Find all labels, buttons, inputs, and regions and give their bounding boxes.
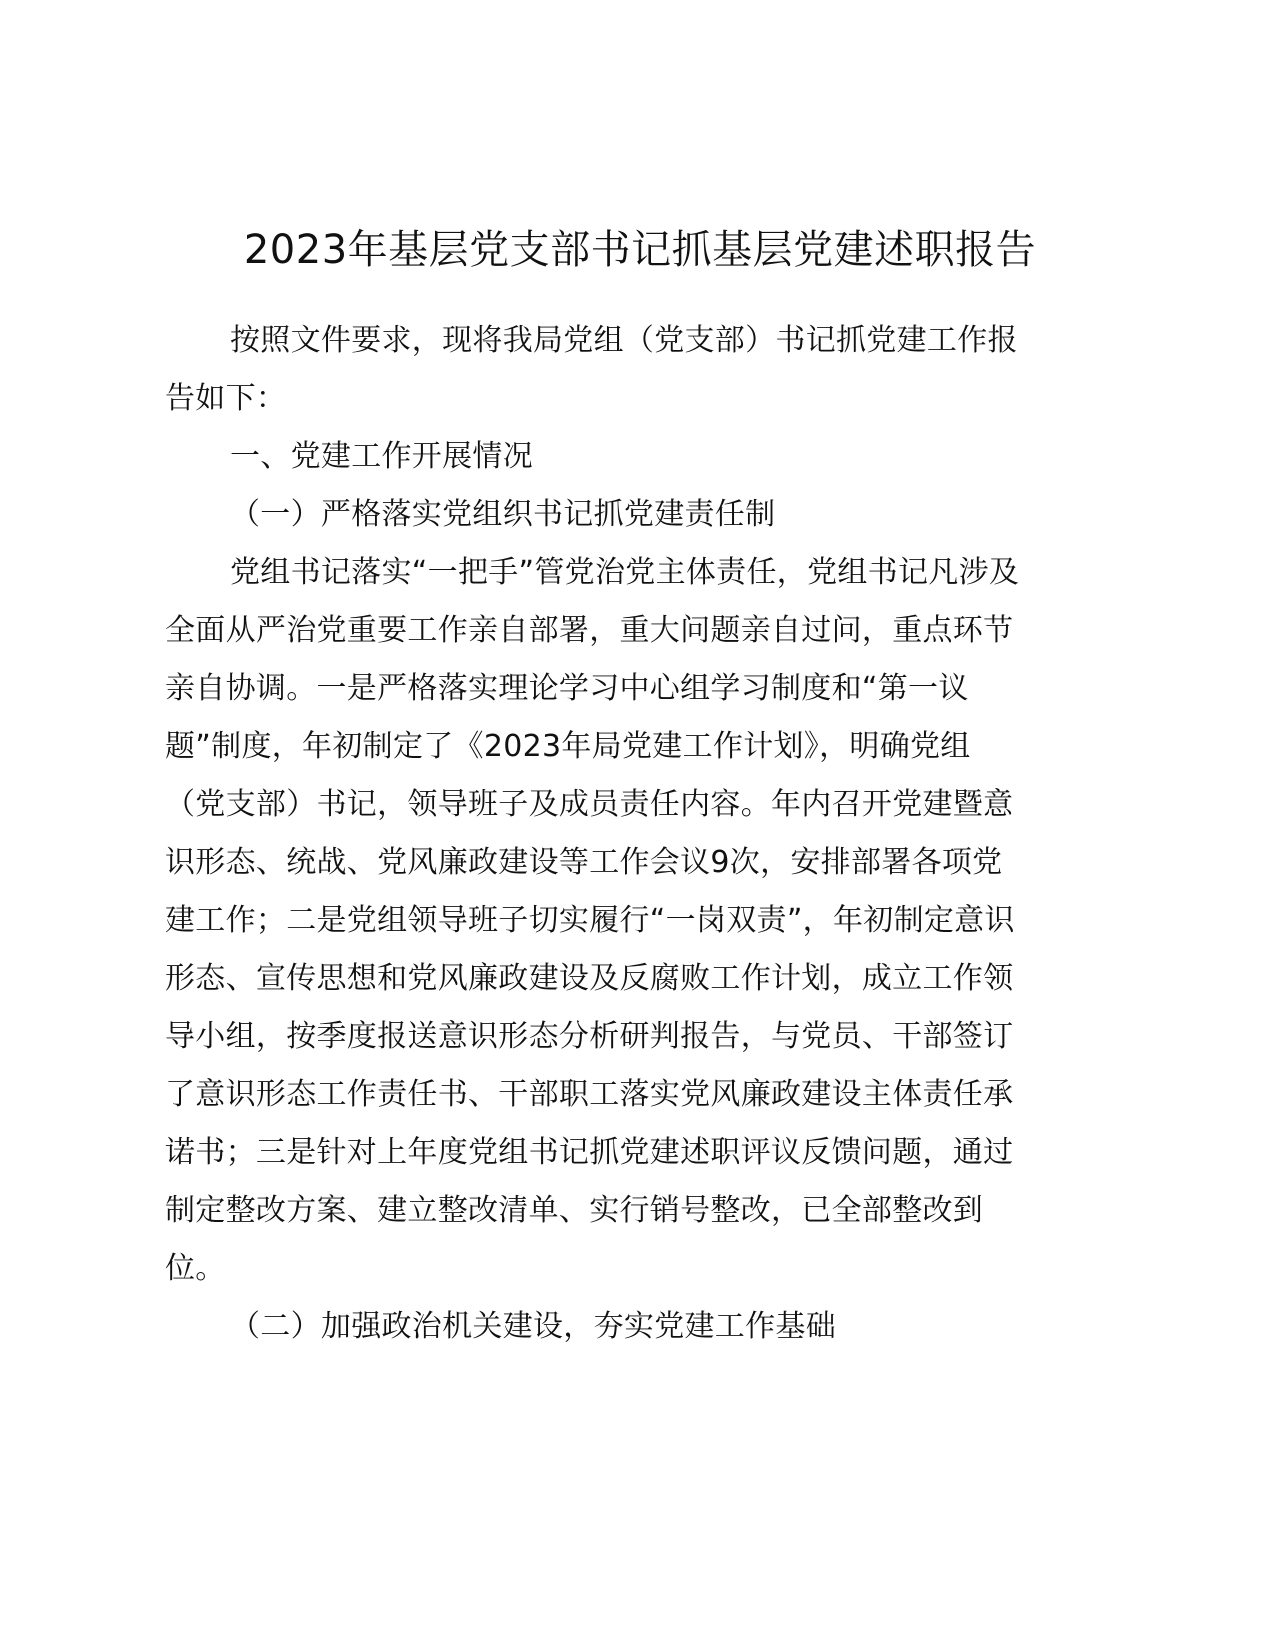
document-body: [165, 312, 1095, 1356]
body-paragraph-line: （党支部）书记，领导班子及成员责任内容。年内召开党建暨意: [165, 787, 1014, 822]
subsection-heading: （二）加强政治机关建设，夯实党建工作基础: [230, 1309, 836, 1344]
body-paragraph-line: 党组书记落实“一把手”管党治党主体责任，党组书记凡涉及: [230, 555, 1020, 590]
intro-paragraph-line: 告如下：: [165, 381, 287, 416]
body-paragraph-line: 题”制度，年初制定了《2023年局党建工作计划》，明确党组: [165, 729, 971, 764]
body-paragraph-line: 亲自协调。一是严格落实理论学习中心组学习制度和“第一议: [165, 671, 969, 706]
subsection-heading: （一）严格落实党组织书记抓党建责任制: [230, 497, 776, 532]
body-paragraph-line: 全面从严治党重要工作亲自部署，重大问题亲自过问，重点环节: [165, 613, 1014, 648]
body-paragraph-line: 导小组，按季度报送意识形态分析研判报告，与党员、干部签订: [165, 1019, 1014, 1054]
section-heading: 一、党建工作开展情况: [230, 439, 533, 474]
body-paragraph-line: 建工作；二是党组领导班子切实履行“一岗双责”，年初制定意识: [165, 903, 1015, 938]
body-paragraph-line: 诺书；三是针对上年度党组书记抓党建述职评议反馈问题，通过: [165, 1135, 1014, 1170]
body-paragraph-line: 形态、宣传思想和党风廉政建设及反腐败工作计划，成立工作领: [165, 961, 1014, 996]
intro-paragraph-line: 按照文件要求，现将我局党组（党支部）书记抓党建工作报: [230, 323, 1018, 358]
body-paragraph-line: 识形态、统战、党风廉政建设等工作会议9次，安排部署各项党: [165, 845, 1003, 880]
body-paragraph-line: 了意识形态工作责任书、干部职工落实党风廉政建设主体责任承: [165, 1077, 1014, 1112]
document-title: 2023年基层党支部书记抓基层党建述职报告: [243, 227, 1037, 273]
body-paragraph-line: 制定整改方案、建立整改清单、实行销号整改，已全部整改到: [165, 1193, 984, 1228]
body-paragraph-line: 位。: [165, 1251, 226, 1286]
